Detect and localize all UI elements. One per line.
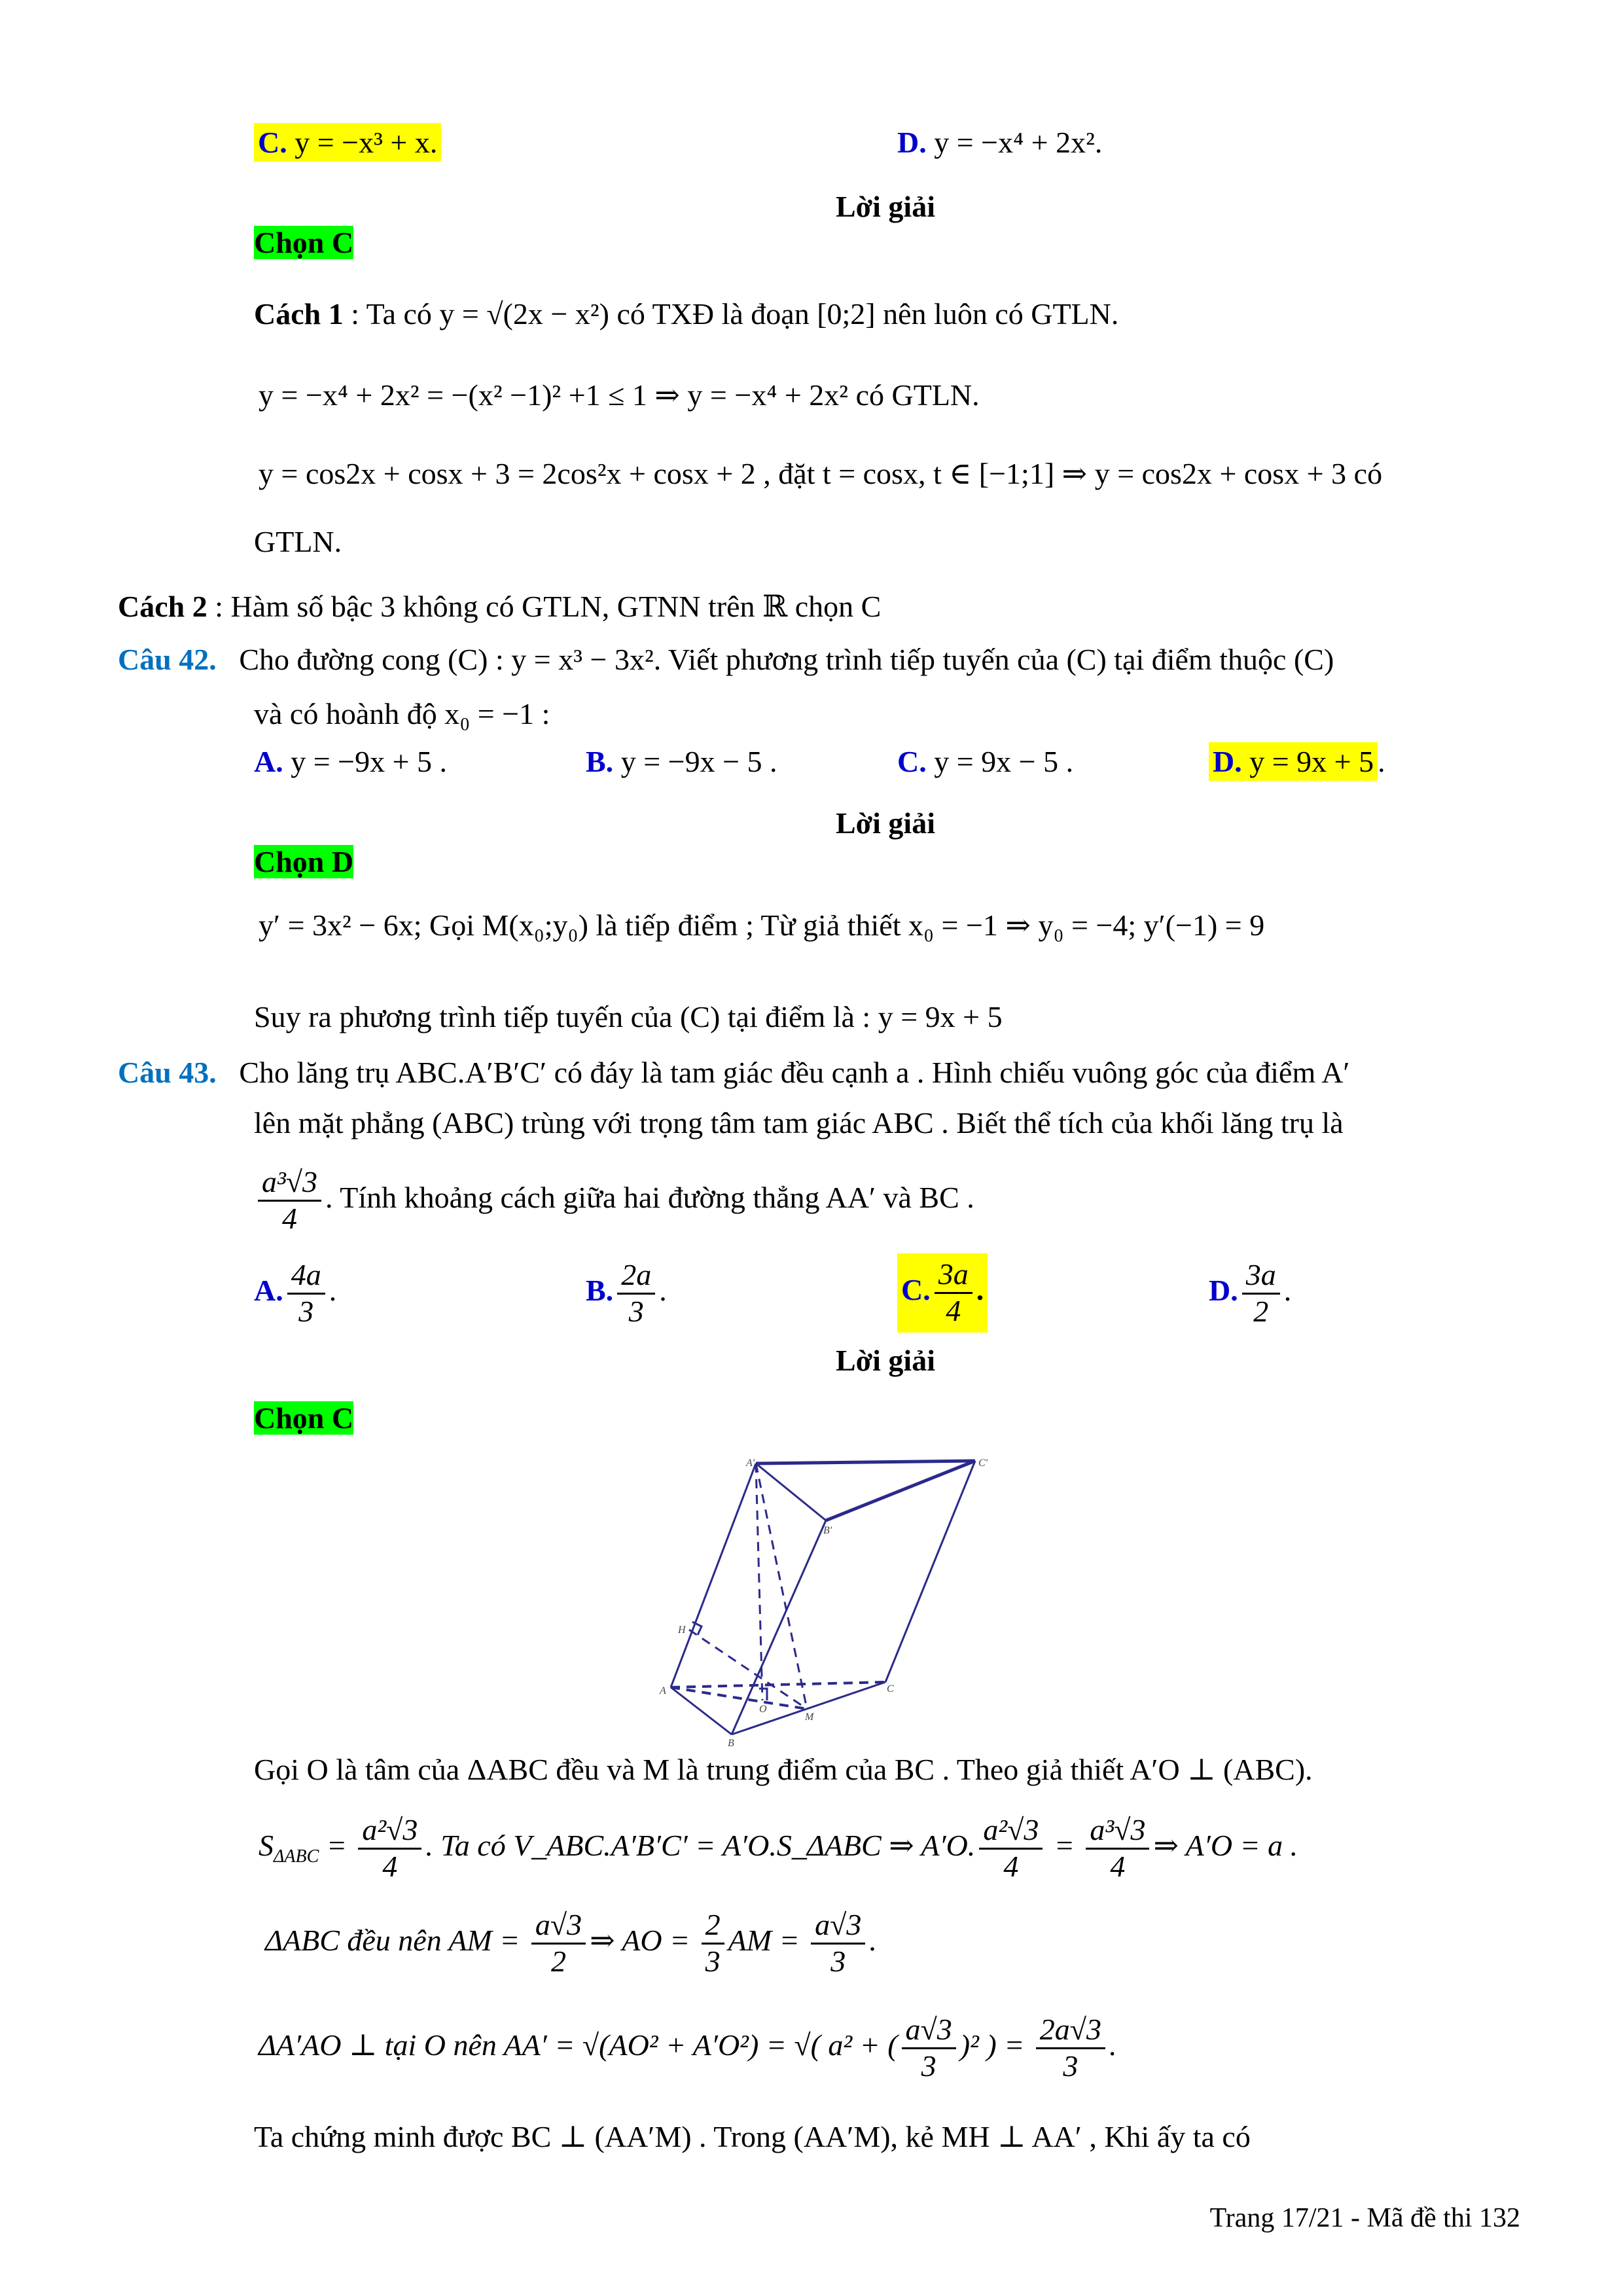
label-h: H: [678, 1624, 686, 1636]
page-footer: Trang 17/21 - Mã đề thi 132: [1209, 2203, 1520, 2233]
choice-badge: Chọn C: [254, 1401, 354, 1435]
label-m: M: [805, 1712, 814, 1723]
question-text: và có hoành độ x₀ = −1 :: [254, 697, 550, 730]
method-1: Cách 1 : Ta có y = √(2x − x²) có TXĐ là đoạn [0;2] nên luôn có GTLN.: [254, 297, 1119, 331]
choice-badge: Chọn C: [254, 226, 354, 259]
answer-option-correct: C. $\frac{3a}{4}$ .: [897, 1253, 988, 1333]
answer-option: A. y = −9x + 5 .: [254, 745, 448, 778]
math-line: ΔABC đều nên AM = $\frac{a√3}{2}$ ⇒ AO = $\frac{2}{3}$ AM = $\frac{a√3}{3}$ .: [265, 1908, 877, 1978]
label-a: A: [660, 1685, 666, 1696]
option-label: C.: [258, 126, 287, 159]
label-c: C: [887, 1683, 894, 1695]
question-43: Câu 43. Cho lăng trụ ABC.A′B′C′ có đáy là tam giác đều cạnh a . Hình chiếu vuông góc của điểm A′: [118, 1056, 1350, 1089]
answer-option: D. $\frac{3a}{2}$ .: [1209, 1258, 1292, 1328]
answer-option: B. $\frac{2a}{3}$ .: [586, 1258, 667, 1328]
math-line: y = cos2x + cosx + 3 = 2cos²x + cosx + 2 , đặt t = cosx, t ∈ [−1;1] ⇒ y = cos2x + cosx + 3 có: [259, 457, 1383, 490]
math-line: ΔA′AO ⊥ tại O nên AA′ = √(AO² + A′O²) = √( a² + ( $\frac{a√3}{3}$ )² ) = $\frac{2a√3}{3}$ .: [259, 2013, 1117, 2083]
math-line: $S_{\Delta ABC}$ = $\frac{\text{a²√3}}{4}$ . Ta có V_ABC.A′B′C′ = A′O.S_ΔABC ⇒ A′O. $\frac{\text{a²√3}}{4}$ = $\frac{\text{a³√3}}{4}$ ⇒ A′O = a .: [259, 1813, 1298, 1883]
solution-title: Lời giải: [836, 190, 935, 223]
option-text: y = −x³ + x.: [294, 126, 438, 159]
label-a1: A′: [746, 1458, 755, 1469]
answer-option: B. y = −9x − 5 .: [586, 745, 777, 778]
choice-badge: Chọn D: [254, 845, 354, 878]
question-42: Câu 42. Cho đường cong (C) : y = x³ − 3x². Viết phương trình tiếp tuyến của (C) tại điểm thuộc (C): [118, 643, 1334, 676]
answer-option: A. $\frac{4a}{3}$ .: [254, 1258, 337, 1328]
label-b: B: [728, 1738, 734, 1749]
question-text: lên mặt phẳng (ABC) trùng với trọng tâm tam giác ABC . Biết thể tích của khối lăng trụ là: [254, 1106, 1344, 1139]
label-c1: C′: [978, 1458, 988, 1469]
question-text: $\frac{\text{a³√3}}{4}$ . Tính khoảng cách giữa hai đường thẳng AA′ và BC .: [254, 1165, 974, 1236]
text-line: GTLN.: [254, 525, 342, 558]
answer-option: C. y = 9x − 5 .: [897, 745, 1074, 778]
solution-title: Lời giải: [836, 806, 935, 840]
solution-title: Lời giải: [836, 1344, 935, 1377]
method-2: Cách 2 : Hàm số bậc 3 không có GTLN, GTNN trên ℝ chọn C: [118, 590, 882, 623]
math-line: Gọi O là tâm của ΔABC đều và M là trung điểm của BC . Theo giả thiết A′O ⊥ (ABC).: [254, 1753, 1313, 1786]
math-line: Suy ra phương trình tiếp tuyến của (C) tại điểm là : y = 9x + 5: [254, 1000, 1003, 1033]
option-text: y = −x⁴ + 2x².: [934, 126, 1103, 159]
math-line: y′ = 3x² − 6x; Gọi M(x₀;y₀) là tiếp điểm ; Từ giả thiết x₀ = −1 ⇒ y₀ = −4; y′(−1) = 9: [259, 908, 1265, 942]
math-line: Ta chứng minh được BC ⊥ (AA′M) . Trong (AA′M), kẻ MH ⊥ AA′ , Khi ấy ta có: [254, 2120, 1251, 2153]
math-line: y = −x⁴ + 2x² = −(x² −1)² +1 ≤ 1 ⇒ y = −x⁴ + 2x² có GTLN.: [259, 378, 980, 412]
answer-option-correct: D. y = 9x + 5 .: [1209, 744, 1385, 780]
option-label: D.: [897, 126, 927, 159]
label-b1: B′: [823, 1525, 832, 1536]
label-o: O: [759, 1704, 767, 1715]
